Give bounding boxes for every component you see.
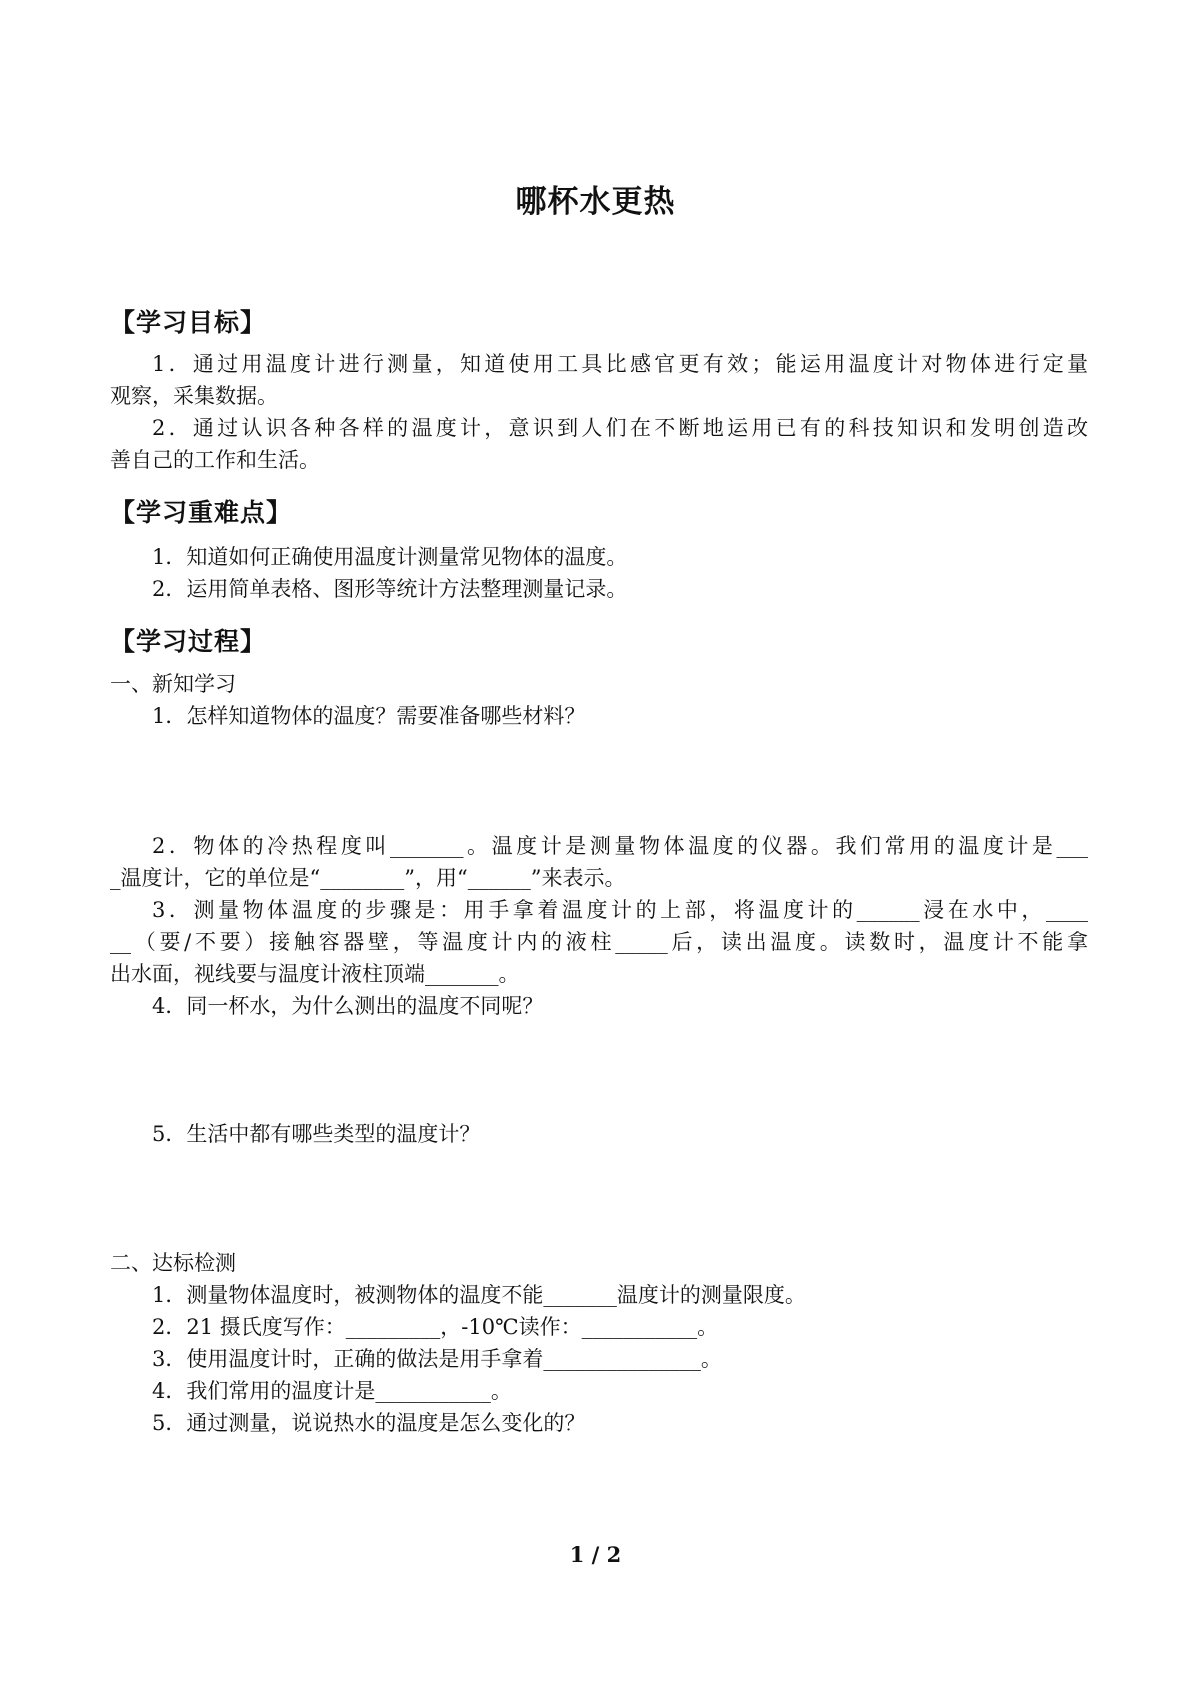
goals-line-3: 2．通过认识各种各样的温度计，意识到人们在不断地运用已有的科技知识和发明创造改: [152, 416, 1088, 440]
goals-line-1: 1．通过用温度计进行测量，知道使用工具比感官更有效；能运用温度计对物体进行定量: [152, 352, 1088, 376]
document-title: 哪杯水更热: [515, 184, 676, 220]
goals-line-2: 观察，采集数据。: [110, 384, 278, 408]
section2-title: 二、达标检测: [110, 1251, 236, 1275]
section2-question-5: 5．通过测量，说说热水的温度是怎么变化的？: [152, 1411, 586, 1435]
keypoints-line-1: 1．知道如何正确使用温度计测量常见物体的温度。: [152, 545, 628, 569]
section1-question-3-line-3: 出水面，视线要与温度计液柱顶端_______。: [110, 962, 520, 986]
keypoints-line-2: 2．运用简单表格、图形等统计方法整理测量记录。: [152, 577, 628, 601]
section1-question-2-line-2: _温度计，它的单位是“________”，用“______”来表示。: [110, 866, 626, 890]
section2-question-1: 1．测量物体温度时，被测物体的温度不能_______温度计的测量限度。: [152, 1283, 806, 1307]
section1-question-3-line-1: 3．测量物体温度的步骤是：用手拿着温度计的上部，将温度计的______浸在水中，____: [152, 898, 1088, 922]
goals-heading: 【学习目标】: [110, 308, 267, 337]
section2-question-3: 3．使用温度计时，正确的做法是用手拿着_______________。: [152, 1347, 722, 1371]
section2-question-2: 2．21 摄氏度写作：_________，-10℃读作：___________。: [152, 1315, 719, 1339]
section1-question-3-line-2: __（要/不要）接触容器壁，等温度计内的液柱_____后，读出温度。读数时，温度计不能拿: [110, 930, 1088, 954]
section1-question-4: 4．同一杯水，为什么测出的温度不同呢？: [152, 994, 544, 1018]
section2-question-4: 4．我们常用的温度计是___________。: [152, 1379, 512, 1403]
section1-question-2-line-1: 2．物体的冷热程度叫_______。温度计是测量物体温度的仪器。我们常用的温度计是___: [152, 834, 1088, 858]
goals-line-4: 善自己的工作和生活。: [110, 448, 320, 472]
section1-question-5: 5．生活中都有哪些类型的温度计？: [152, 1122, 481, 1146]
keypoints-heading: 【学习重难点】: [110, 498, 293, 527]
section1-question-1: 1．怎样知道物体的温度？需要准备哪些材料？: [152, 704, 586, 728]
process-heading: 【学习过程】: [110, 627, 267, 656]
page-number: 1 / 2: [569, 1542, 622, 1567]
section1-title: 一、新知学习: [110, 672, 236, 696]
